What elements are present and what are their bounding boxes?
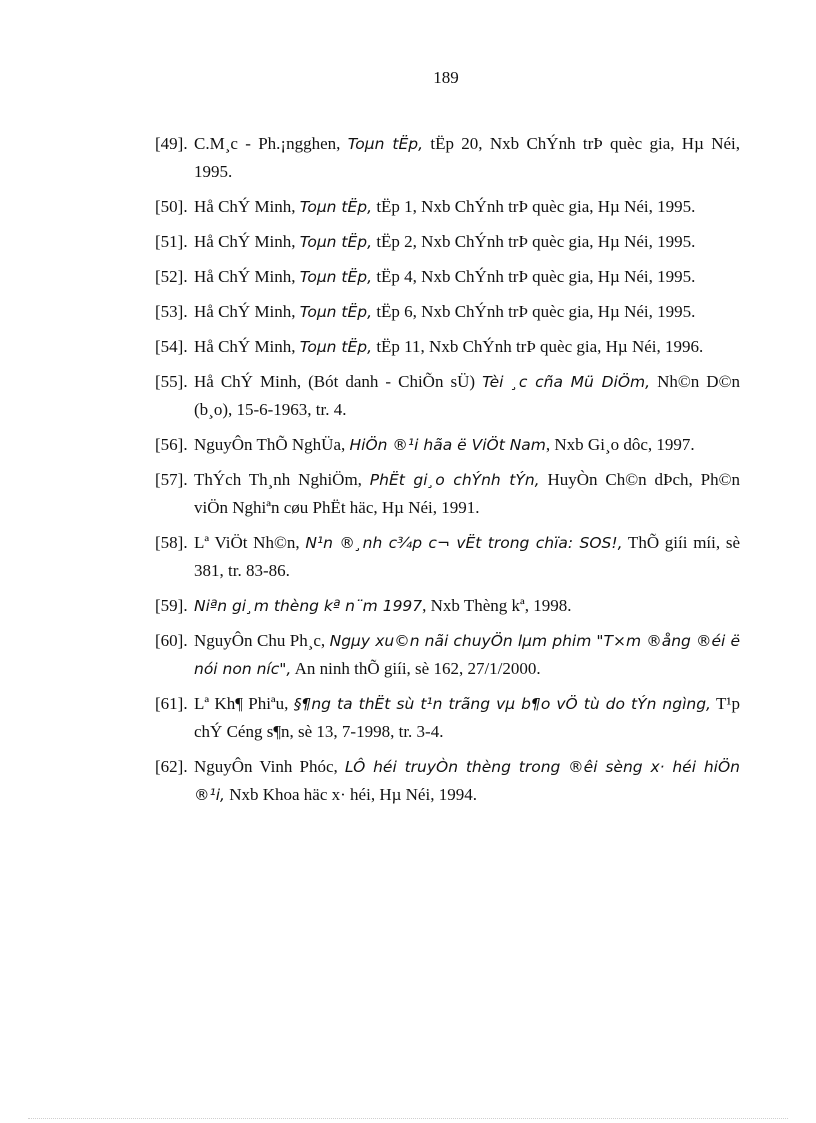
- reference-title: Toµn tËp,: [299, 198, 373, 216]
- reference-item: [155, 753, 740, 809]
- reference-title: Toµn tËp,: [299, 303, 373, 321]
- reference-publication: tËp 20, Nxb ChÝnh trÞ quèc gia, Hµ Néi, 1995.: [194, 134, 740, 181]
- reference-authors: Hå ChÝ Minh,: [194, 267, 300, 286]
- reference-number: [49].: [155, 134, 188, 153]
- reference-publication: , Nxb Gi¸o dôc, 1997.: [545, 435, 695, 454]
- reference-number: [58].: [155, 533, 188, 552]
- reference-authors: Hå ChÝ Minh,: [194, 197, 300, 216]
- reference-publication: ThÕ giíi míi, sè 381, tr. 83-86.: [194, 533, 740, 580]
- reference-title: PhËt gi¸o chÝnh tÝn,: [369, 471, 540, 489]
- reference-number: [51].: [155, 232, 188, 251]
- reference-authors: NguyÔn Chu Ph¸c,: [194, 631, 330, 650]
- reference-publication: HuyÒn Ch©n dÞch, Ph©n viÖn Nghiªn cøu PhËt häc, Hµ Néi, 1991.: [194, 470, 740, 517]
- reference-authors: Lª ViÖt Nh©n,: [194, 533, 306, 552]
- page-bottom-rule: [28, 1118, 788, 1119]
- reference-publication: tËp 2, Nxb ChÝnh trÞ quèc gia, Hµ Néi, 1995.: [372, 232, 696, 251]
- reference-title: Toµn tËp,: [299, 338, 373, 356]
- reference-publication: tËp 6, Nxb ChÝnh trÞ quèc gia, Hµ Néi, 1995.: [372, 302, 696, 321]
- reference-item: [155, 130, 740, 186]
- reference-number: [56].: [155, 435, 188, 454]
- reference-title: Tèi ¸c cña Mü DiÖm,: [482, 373, 651, 391]
- reference-item: [155, 228, 740, 256]
- reference-item: [155, 627, 740, 683]
- reference-title: Niªn gi¸m thèng kª n¨m 1997: [194, 597, 423, 615]
- reference-title: HiÖn ®¹i hãa ë ViÖt Nam: [349, 436, 546, 454]
- reference-publication: An ninh thÕ giíi, sè 162, 27/1/2000.: [291, 659, 541, 678]
- page-number: 189: [433, 68, 459, 87]
- reference-publication: T¹p chÝ Céng s¶n, sè 13, 7-1998, tr. 3-4.: [194, 694, 740, 741]
- reference-item: [155, 333, 740, 361]
- reference-number: [61].: [155, 694, 188, 713]
- reference-number: [55].: [155, 372, 188, 391]
- reference-title: N¹n ®¸nh c¾p c¬ vËt trong chïa: SOS!,: [305, 534, 623, 552]
- reference-list: [155, 130, 740, 816]
- reference-publication: tËp 1, Nxb ChÝnh trÞ quèc gia, Hµ Néi, 1995.: [372, 197, 696, 216]
- reference-publication: Nxb Khoa häc x· héi, Hµ Néi, 1994.: [224, 785, 477, 804]
- reference-item: [155, 466, 740, 522]
- reference-number: [60].: [155, 631, 188, 650]
- reference-item: [155, 263, 740, 291]
- reference-authors: NguyÔn Vinh Phóc,: [194, 757, 345, 776]
- reference-authors: Hå ChÝ Minh,: [194, 337, 300, 356]
- reference-number: [59].: [155, 596, 188, 615]
- reference-item: [155, 529, 740, 585]
- reference-title: Ngµy xu©n nãi chuyÖn lµm phim "T×m ®ång ®éi ë nói non níc",: [194, 632, 740, 678]
- reference-authors: C.M¸c - Ph.¡ngghen,: [194, 134, 348, 153]
- reference-authors: Hå ChÝ Minh,: [194, 232, 300, 251]
- reference-number: [52].: [155, 267, 188, 286]
- reference-number: [57].: [155, 470, 188, 489]
- reference-authors: NguyÔn ThÕ NghÜa,: [194, 435, 350, 454]
- reference-number: [50].: [155, 197, 188, 216]
- reference-title: §¶ng ta thËt sù t¹n trãng vµ b¶o vÖ tù do tÝn ngìng,: [293, 695, 711, 713]
- reference-item: [155, 368, 740, 424]
- reference-title: LÔ héi truyÒn thèng trong ®êi sèng x· héi hiÖn ®¹i,: [194, 758, 740, 804]
- reference-number: [54].: [155, 337, 188, 356]
- reference-item: [155, 193, 740, 221]
- reference-item: [155, 592, 740, 620]
- reference-publication: Nh©n D©n (b¸o), 15-6-1963, tr. 4.: [194, 372, 740, 419]
- reference-authors: ThÝch Th¸nh NghiÖm,: [194, 470, 370, 489]
- reference-number: [53].: [155, 302, 188, 321]
- reference-number: [62].: [155, 757, 188, 776]
- reference-publication: , Nxb Thèng kª, 1998.: [422, 596, 572, 615]
- reference-item: [155, 690, 740, 746]
- reference-authors: Hå ChÝ Minh, (Bót danh - ChiÕn sÜ): [194, 372, 483, 391]
- reference-authors: Lª Kh¶ Phiªu,: [194, 694, 294, 713]
- reference-title: Toµn tËp,: [299, 268, 373, 286]
- reference-publication: tËp 4, Nxb ChÝnh trÞ quèc gia, Hµ Néi, 1995.: [372, 267, 696, 286]
- reference-title: Toµn tËp,: [299, 233, 373, 251]
- reference-publication: tËp 11, Nxb ChÝnh trÞ quèc gia, Hµ Néi, 1996.: [372, 337, 704, 356]
- reference-item: [155, 298, 740, 326]
- reference-authors: Hå ChÝ Minh,: [194, 302, 300, 321]
- reference-title: Toµn tËp,: [347, 135, 424, 153]
- reference-item: [155, 431, 740, 459]
